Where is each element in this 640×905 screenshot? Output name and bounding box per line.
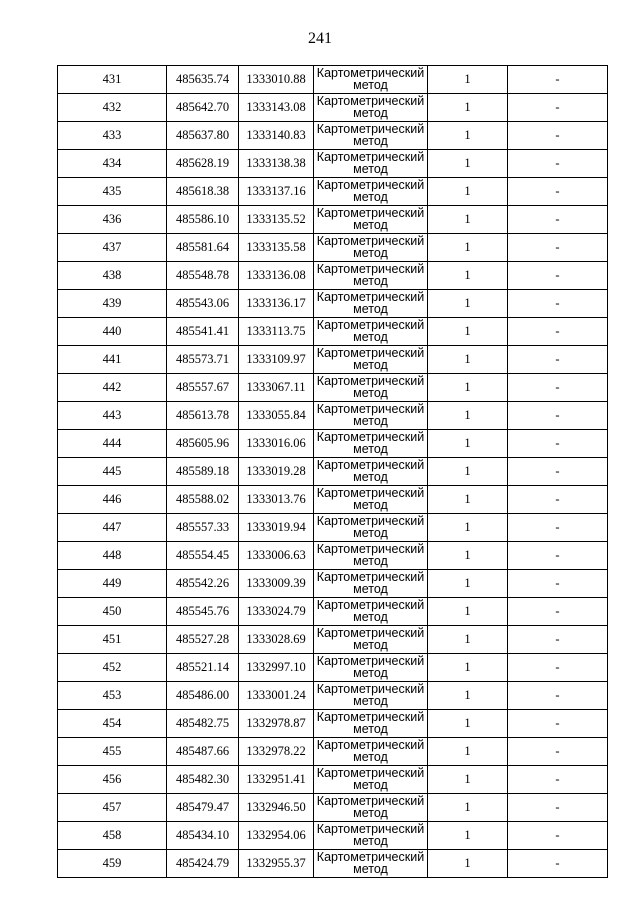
- accuracy-cell: 1: [428, 66, 508, 94]
- description-cell: -: [508, 682, 608, 710]
- x-coordinate-cell: 485424.79: [167, 850, 239, 878]
- description-cell: -: [508, 486, 608, 514]
- accuracy-cell: 1: [428, 626, 508, 654]
- method-text: Картометрический метод: [316, 458, 425, 484]
- y-coordinate-cell: 1333010.88: [239, 66, 314, 94]
- accuracy-cell: 1: [428, 150, 508, 178]
- y-coordinate-cell: 1333136.17: [239, 290, 314, 318]
- point-number-cell: 441: [58, 346, 167, 374]
- point-number-cell: 458: [58, 822, 167, 850]
- x-coordinate-cell: 485521.14: [167, 654, 239, 682]
- method-cell: [314, 262, 428, 290]
- accuracy-cell: 1: [428, 654, 508, 682]
- method-text: Картометрический метод: [316, 654, 425, 680]
- method-text: Картометрический метод: [316, 150, 425, 176]
- accuracy-cell: 1: [428, 318, 508, 346]
- y-coordinate-cell: 1333135.58: [239, 234, 314, 262]
- y-coordinate-cell: 1333028.69: [239, 626, 314, 654]
- point-number-cell: 452: [58, 654, 167, 682]
- x-coordinate-cell: 485486.00: [167, 682, 239, 710]
- table-row: [58, 94, 608, 122]
- table-row: [58, 794, 608, 822]
- description-cell: -: [508, 626, 608, 654]
- y-coordinate-cell: 1333009.39: [239, 570, 314, 598]
- point-number-cell: 432: [58, 94, 167, 122]
- table-row: [58, 542, 608, 570]
- method-cell: [314, 206, 428, 234]
- point-number-cell: 444: [58, 430, 167, 458]
- table-row: [58, 374, 608, 402]
- table-row: [58, 318, 608, 346]
- method-cell: [314, 738, 428, 766]
- accuracy-cell: 1: [428, 542, 508, 570]
- method-cell: [314, 626, 428, 654]
- y-coordinate-cell: 1333136.08: [239, 262, 314, 290]
- table-row: [58, 738, 608, 766]
- y-coordinate-cell: 1333067.11: [239, 374, 314, 402]
- method-text: Картометрический метод: [316, 570, 425, 596]
- method-text: Картометрический метод: [316, 94, 425, 120]
- method-text: Картометрический метод: [316, 318, 425, 344]
- table-row: [58, 682, 608, 710]
- y-coordinate-cell: 1333024.79: [239, 598, 314, 626]
- table-row: [58, 346, 608, 374]
- accuracy-cell: 1: [428, 430, 508, 458]
- description-cell: -: [508, 290, 608, 318]
- accuracy-cell: 1: [428, 122, 508, 150]
- method-cell: [314, 794, 428, 822]
- method-text: Картометрический метод: [316, 486, 425, 512]
- point-number-cell: 431: [58, 66, 167, 94]
- accuracy-cell: 1: [428, 570, 508, 598]
- point-number-cell: 442: [58, 374, 167, 402]
- method-text: Картометрический метод: [316, 626, 425, 652]
- table-row: [58, 766, 608, 794]
- method-cell: [314, 682, 428, 710]
- x-coordinate-cell: 485479.47: [167, 794, 239, 822]
- x-coordinate-cell: 485482.75: [167, 710, 239, 738]
- method-cell: [314, 710, 428, 738]
- x-coordinate-cell: 485581.64: [167, 234, 239, 262]
- description-cell: -: [508, 710, 608, 738]
- accuracy-cell: 1: [428, 94, 508, 122]
- description-cell: -: [508, 458, 608, 486]
- x-coordinate-cell: 485573.71: [167, 346, 239, 374]
- method-cell: [314, 598, 428, 626]
- coordinates-table: [57, 65, 608, 878]
- point-number-cell: 456: [58, 766, 167, 794]
- x-coordinate-cell: 485588.02: [167, 486, 239, 514]
- description-cell: -: [508, 794, 608, 822]
- description-cell: -: [508, 598, 608, 626]
- method-cell: [314, 346, 428, 374]
- method-text: Картометрический метод: [316, 822, 425, 848]
- accuracy-cell: 1: [428, 598, 508, 626]
- table-row: [58, 598, 608, 626]
- point-number-cell: 448: [58, 542, 167, 570]
- point-number-cell: 435: [58, 178, 167, 206]
- description-cell: -: [508, 262, 608, 290]
- x-coordinate-cell: 485613.78: [167, 402, 239, 430]
- y-coordinate-cell: 1333013.76: [239, 486, 314, 514]
- accuracy-cell: 1: [428, 710, 508, 738]
- description-cell: -: [508, 850, 608, 878]
- method-cell: [314, 122, 428, 150]
- point-number-cell: 450: [58, 598, 167, 626]
- accuracy-cell: 1: [428, 766, 508, 794]
- method-cell: [314, 94, 428, 122]
- y-coordinate-cell: 1333109.97: [239, 346, 314, 374]
- point-number-cell: 440: [58, 318, 167, 346]
- table-row: [58, 262, 608, 290]
- point-number-cell: 453: [58, 682, 167, 710]
- method-cell: [314, 850, 428, 878]
- x-coordinate-cell: 485548.78: [167, 262, 239, 290]
- accuracy-cell: 1: [428, 402, 508, 430]
- table-row: [58, 850, 608, 878]
- method-cell: [314, 402, 428, 430]
- method-text: Картометрический метод: [316, 262, 425, 288]
- method-cell: [314, 766, 428, 794]
- x-coordinate-cell: 485542.26: [167, 570, 239, 598]
- point-number-cell: 446: [58, 486, 167, 514]
- point-number-cell: 457: [58, 794, 167, 822]
- method-cell: [314, 234, 428, 262]
- y-coordinate-cell: 1333019.28: [239, 458, 314, 486]
- description-cell: -: [508, 738, 608, 766]
- description-cell: -: [508, 206, 608, 234]
- point-number-cell: 459: [58, 850, 167, 878]
- y-coordinate-cell: 1333113.75: [239, 318, 314, 346]
- x-coordinate-cell: 485628.19: [167, 150, 239, 178]
- point-number-cell: 438: [58, 262, 167, 290]
- y-coordinate-cell: 1332951.41: [239, 766, 314, 794]
- method-text: Картометрический метод: [316, 66, 425, 92]
- description-cell: -: [508, 570, 608, 598]
- x-coordinate-cell: 485589.18: [167, 458, 239, 486]
- table-row: [58, 458, 608, 486]
- x-coordinate-cell: 485557.67: [167, 374, 239, 402]
- description-cell: -: [508, 402, 608, 430]
- accuracy-cell: 1: [428, 850, 508, 878]
- method-cell: [314, 822, 428, 850]
- accuracy-cell: 1: [428, 738, 508, 766]
- method-text: Картометрический метод: [316, 766, 425, 792]
- method-text: Картометрический метод: [316, 710, 425, 736]
- x-coordinate-cell: 485482.30: [167, 766, 239, 794]
- accuracy-cell: 1: [428, 262, 508, 290]
- y-coordinate-cell: 1333019.94: [239, 514, 314, 542]
- point-number-cell: 434: [58, 150, 167, 178]
- method-text: Картометрический метод: [316, 290, 425, 316]
- point-number-cell: 447: [58, 514, 167, 542]
- accuracy-cell: 1: [428, 206, 508, 234]
- y-coordinate-cell: 1333006.63: [239, 542, 314, 570]
- table-row: [58, 206, 608, 234]
- method-cell: [314, 66, 428, 94]
- table-row: [58, 822, 608, 850]
- description-cell: -: [508, 94, 608, 122]
- table-row: [58, 570, 608, 598]
- accuracy-cell: 1: [428, 290, 508, 318]
- method-text: Картометрический метод: [316, 206, 425, 232]
- x-coordinate-cell: 485543.06: [167, 290, 239, 318]
- y-coordinate-cell: 1332978.22: [239, 738, 314, 766]
- y-coordinate-cell: 1332946.50: [239, 794, 314, 822]
- method-cell: [314, 430, 428, 458]
- method-text: Картометрический метод: [316, 738, 425, 764]
- method-cell: [314, 514, 428, 542]
- description-cell: -: [508, 150, 608, 178]
- coordinates-table-body: [58, 66, 608, 878]
- x-coordinate-cell: 485642.70: [167, 94, 239, 122]
- y-coordinate-cell: 1333016.06: [239, 430, 314, 458]
- method-cell: [314, 458, 428, 486]
- description-cell: -: [508, 122, 608, 150]
- y-coordinate-cell: 1332955.37: [239, 850, 314, 878]
- y-coordinate-cell: 1333140.83: [239, 122, 314, 150]
- table-row: [58, 234, 608, 262]
- method-cell: [314, 318, 428, 346]
- method-text: Картометрический метод: [316, 234, 425, 260]
- point-number-cell: 436: [58, 206, 167, 234]
- method-text: Картометрический метод: [316, 430, 425, 456]
- y-coordinate-cell: 1333138.38: [239, 150, 314, 178]
- point-number-cell: 451: [58, 626, 167, 654]
- x-coordinate-cell: 485618.38: [167, 178, 239, 206]
- point-number-cell: 449: [58, 570, 167, 598]
- point-number-cell: 437: [58, 234, 167, 262]
- x-coordinate-cell: 485637.80: [167, 122, 239, 150]
- x-coordinate-cell: 485554.45: [167, 542, 239, 570]
- description-cell: -: [508, 178, 608, 206]
- table-row: [58, 122, 608, 150]
- method-cell: [314, 150, 428, 178]
- method-text: Картометрический метод: [316, 122, 425, 148]
- point-number-cell: 439: [58, 290, 167, 318]
- table-row: [58, 402, 608, 430]
- point-number-cell: 443: [58, 402, 167, 430]
- method-text: Картометрический метод: [316, 346, 425, 372]
- x-coordinate-cell: 485434.10: [167, 822, 239, 850]
- table-row: [58, 514, 608, 542]
- description-cell: -: [508, 374, 608, 402]
- table-row: [58, 654, 608, 682]
- x-coordinate-cell: 485541.41: [167, 318, 239, 346]
- page-number: 241: [308, 30, 332, 47]
- y-coordinate-cell: 1333001.24: [239, 682, 314, 710]
- method-cell: [314, 486, 428, 514]
- description-cell: -: [508, 318, 608, 346]
- method-text: Картометрический метод: [316, 542, 425, 568]
- method-cell: [314, 290, 428, 318]
- method-text: Картометрический метод: [316, 374, 425, 400]
- method-text: Картометрический метод: [316, 794, 425, 820]
- accuracy-cell: 1: [428, 234, 508, 262]
- x-coordinate-cell: 485487.66: [167, 738, 239, 766]
- x-coordinate-cell: 485605.96: [167, 430, 239, 458]
- table-row: [58, 150, 608, 178]
- description-cell: -: [508, 654, 608, 682]
- point-number-cell: 445: [58, 458, 167, 486]
- method-cell: [314, 178, 428, 206]
- description-cell: -: [508, 66, 608, 94]
- method-text: Картометрический метод: [316, 682, 425, 708]
- x-coordinate-cell: 485635.74: [167, 66, 239, 94]
- description-cell: -: [508, 766, 608, 794]
- accuracy-cell: 1: [428, 178, 508, 206]
- table-row: [58, 66, 608, 94]
- method-cell: [314, 374, 428, 402]
- method-cell: [314, 570, 428, 598]
- description-cell: -: [508, 514, 608, 542]
- accuracy-cell: 1: [428, 822, 508, 850]
- method-cell: [314, 542, 428, 570]
- accuracy-cell: 1: [428, 794, 508, 822]
- y-coordinate-cell: 1333143.08: [239, 94, 314, 122]
- method-cell: [314, 654, 428, 682]
- accuracy-cell: 1: [428, 682, 508, 710]
- accuracy-cell: 1: [428, 374, 508, 402]
- y-coordinate-cell: 1332997.10: [239, 654, 314, 682]
- description-cell: -: [508, 234, 608, 262]
- y-coordinate-cell: 1333055.84: [239, 402, 314, 430]
- table-row: [58, 430, 608, 458]
- accuracy-cell: 1: [428, 458, 508, 486]
- method-text: Картометрический метод: [316, 850, 425, 876]
- description-cell: -: [508, 430, 608, 458]
- method-text: Картометрический метод: [316, 402, 425, 428]
- description-cell: -: [508, 822, 608, 850]
- point-number-cell: 433: [58, 122, 167, 150]
- y-coordinate-cell: 1332954.06: [239, 822, 314, 850]
- description-cell: -: [508, 346, 608, 374]
- accuracy-cell: 1: [428, 514, 508, 542]
- method-text: Картометрический метод: [316, 514, 425, 540]
- x-coordinate-cell: 485557.33: [167, 514, 239, 542]
- point-number-cell: 454: [58, 710, 167, 738]
- method-text: Картометрический метод: [316, 178, 425, 204]
- table-row: [58, 290, 608, 318]
- method-text: Картометрический метод: [316, 598, 425, 624]
- table-row: [58, 486, 608, 514]
- accuracy-cell: 1: [428, 486, 508, 514]
- table-row: [58, 626, 608, 654]
- y-coordinate-cell: 1333137.16: [239, 178, 314, 206]
- accuracy-cell: 1: [428, 346, 508, 374]
- x-coordinate-cell: 485527.28: [167, 626, 239, 654]
- y-coordinate-cell: 1332978.87: [239, 710, 314, 738]
- table-row: [58, 178, 608, 206]
- description-cell: -: [508, 542, 608, 570]
- x-coordinate-cell: 485586.10: [167, 206, 239, 234]
- y-coordinate-cell: 1333135.52: [239, 206, 314, 234]
- x-coordinate-cell: 485545.76: [167, 598, 239, 626]
- table-row: [58, 710, 608, 738]
- point-number-cell: 455: [58, 738, 167, 766]
